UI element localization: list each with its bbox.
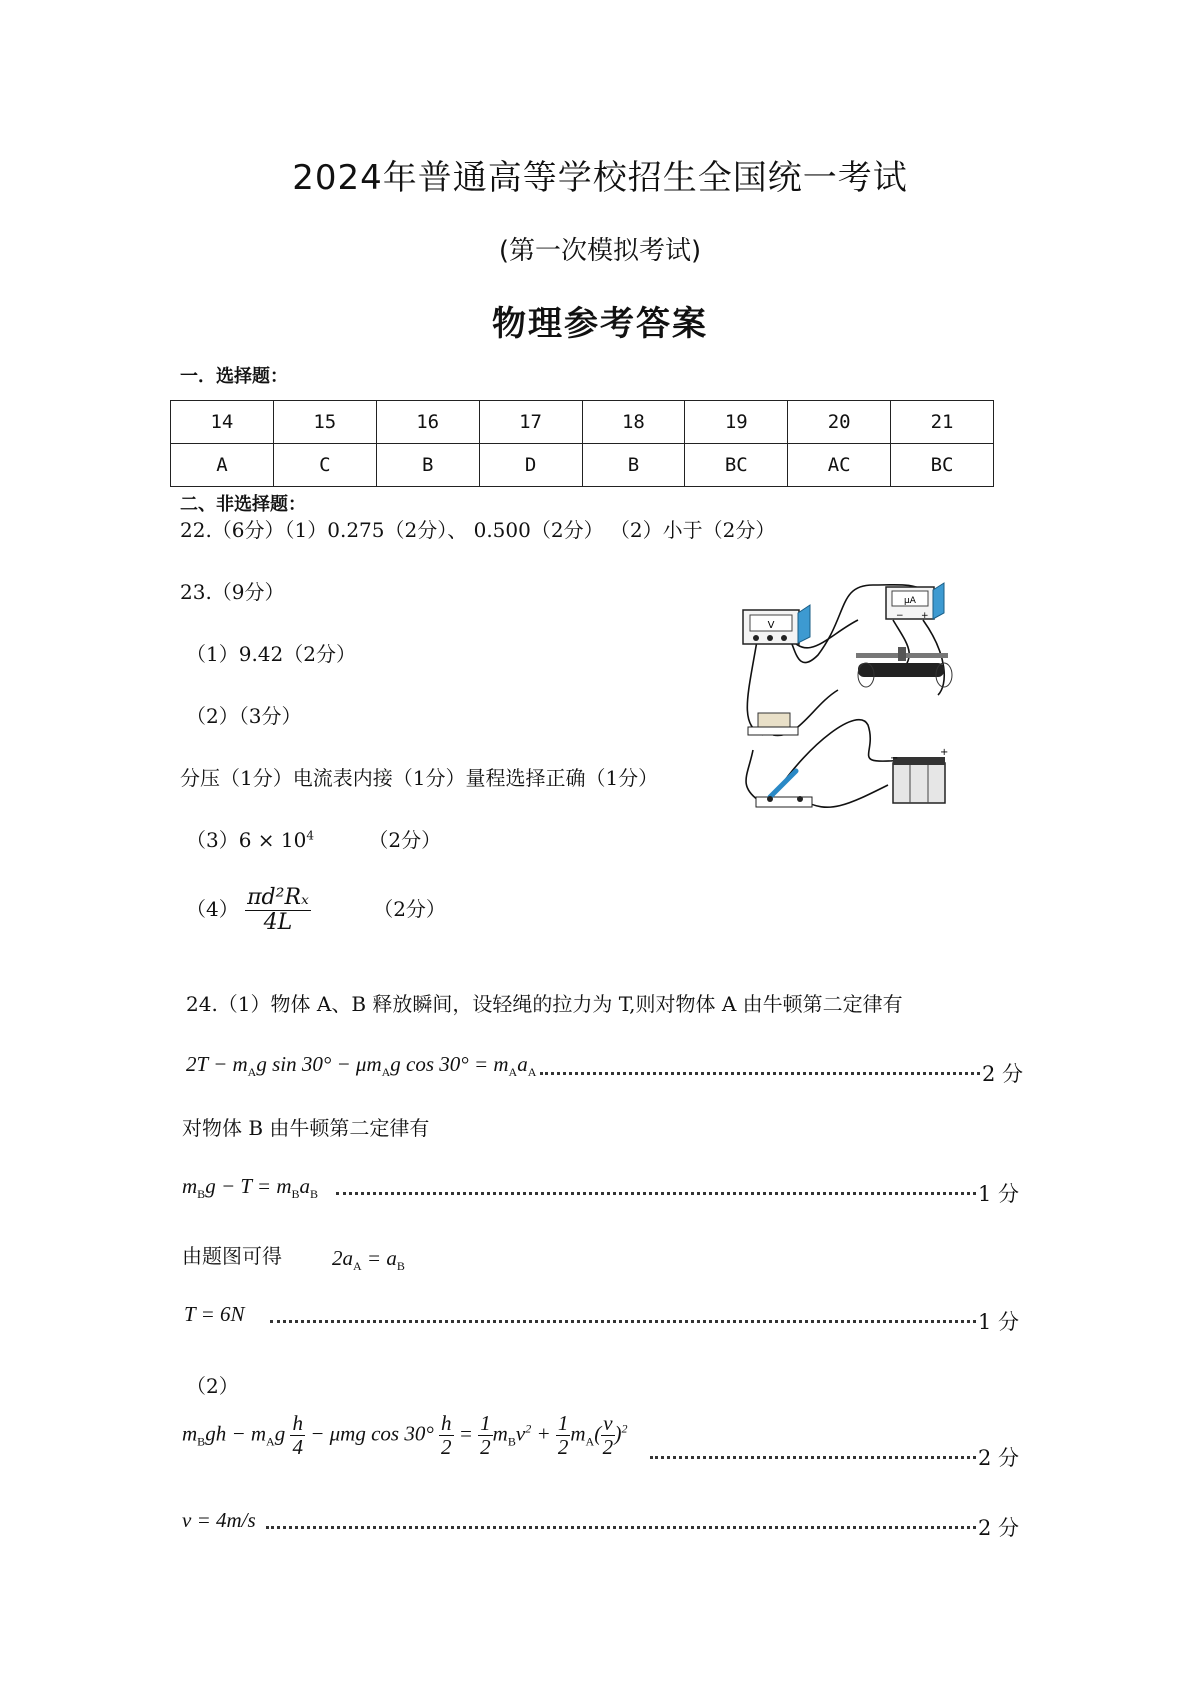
q23-part4-fraction bbox=[245, 886, 311, 935]
document-title: 物理参考答案 bbox=[492, 304, 708, 344]
q24-score-1: 2 分 bbox=[982, 1062, 1024, 1086]
q23-part2: （2）（3分） bbox=[186, 704, 302, 728]
q24-equation-1: $2T - m_Ag$ $\sin 30^\circ - \mu m_Ag$ $\cos 30^\circ = m_Aa_A$ bbox=[186, 1052, 537, 1080]
q22-answer: 22.（6分）（1）0.275（2分）、 0.500（2分） （2）小于（2分） bbox=[180, 518, 776, 542]
q24-equation-4: T = 6N bbox=[184, 1302, 245, 1326]
circuit-diagram bbox=[718, 575, 958, 815]
exam-subtitle: (第一次模拟考试) bbox=[498, 236, 702, 266]
circuit-wire bbox=[803, 785, 888, 807]
question-number: 14 bbox=[171, 401, 274, 444]
section-choice-label: 一．选择题： bbox=[180, 366, 288, 387]
leader-dots bbox=[650, 1456, 976, 1459]
question-number: 16 bbox=[376, 401, 479, 444]
q24-equation-5: $m_Bgh - m_Ag$ $\frac{h}{4}$ − μmg cos 30° $\frac{h}{2}$ = $\frac{1}{2}$ $m_Bv^2$ + $\frac{1}{2}$ $m_A$( $\frac{v}{2}$ )$^2$ bbox=[182, 1411, 628, 1460]
answer-cell: BC bbox=[891, 444, 994, 487]
voltmeter-icon bbox=[743, 605, 810, 644]
answer-cell: B bbox=[582, 444, 685, 487]
ammeter-plus-label: + bbox=[921, 611, 929, 621]
battery-minus-label: − bbox=[890, 753, 899, 764]
q23-part4 bbox=[186, 886, 446, 935]
q24-score-4: 1 分 bbox=[978, 1310, 1020, 1334]
answer-cell: D bbox=[479, 444, 582, 487]
fraction-numerator: πd²Rₓ bbox=[247, 885, 309, 910]
answer-cell: A bbox=[171, 444, 274, 487]
battery-icon bbox=[890, 747, 948, 803]
q24-score-5: 2 分 bbox=[978, 1446, 1020, 1470]
q23-part2-detail: 分压（1分）电流表内接（1分）量程选择正确（1分） bbox=[180, 766, 659, 790]
rheostat-icon bbox=[856, 647, 952, 687]
q23-part3-exponent: 4 bbox=[306, 828, 315, 843]
section-nonchoice-label: 二、非选择题： bbox=[180, 494, 306, 515]
q23-part4-label: （4） bbox=[186, 897, 239, 922]
answer-cell: B bbox=[376, 444, 479, 487]
q23-part1: （1）9.42（2分） bbox=[186, 642, 356, 666]
question-number: 17 bbox=[479, 401, 582, 444]
leader-dots bbox=[540, 1072, 980, 1075]
ammeter-label: μA bbox=[904, 596, 916, 606]
q24-equation-2: $m_Bg - T = m_Ba_B$ bbox=[182, 1174, 319, 1202]
q23-part4-score: （2分） bbox=[373, 897, 446, 922]
question-number: 15 bbox=[273, 401, 376, 444]
circuit-wire bbox=[746, 750, 758, 800]
question-number: 18 bbox=[582, 401, 685, 444]
answer-cell: AC bbox=[788, 444, 891, 487]
answer-row bbox=[171, 444, 994, 487]
q24-score-2: 1 分 bbox=[978, 1182, 1020, 1206]
ammeter-icon bbox=[886, 583, 944, 621]
q23-part3 bbox=[186, 824, 441, 853]
q24-intro: 24.（1）物体 A、B 释放瞬间，设轻绳的拉力为 T,则对物体 A 由牛顿第二定律有 bbox=[186, 992, 903, 1016]
q24-score-6: 2 分 bbox=[978, 1516, 1020, 1540]
q24-equation-3: $2a_A = a_B$ bbox=[332, 1246, 405, 1274]
question-number: 20 bbox=[788, 401, 891, 444]
leader-dots bbox=[336, 1192, 976, 1195]
switch-icon bbox=[756, 771, 812, 807]
q24-equation-6: v = 4m/s bbox=[182, 1508, 256, 1532]
q23-part3-value: （3）6 × 10 bbox=[186, 828, 307, 852]
battery-plus-label: + bbox=[940, 747, 949, 758]
resistor-icon bbox=[748, 713, 798, 735]
answer-cell: C bbox=[273, 444, 376, 487]
q23-part3-score: （2分） bbox=[368, 828, 442, 852]
fraction-denominator: 4L bbox=[263, 910, 293, 936]
q24-part2-label: （2） bbox=[186, 1374, 239, 1398]
answer-table bbox=[170, 400, 994, 487]
q24-text-c: 由题图可得 bbox=[182, 1244, 282, 1268]
ammeter-minus-label: − bbox=[896, 611, 904, 621]
question-number: 21 bbox=[891, 401, 994, 444]
question-number: 19 bbox=[685, 401, 788, 444]
leader-dots bbox=[266, 1526, 976, 1529]
q24-text-b: 对物体 B 由牛顿第二定律有 bbox=[182, 1116, 430, 1140]
answer-cell: BC bbox=[685, 444, 788, 487]
leader-dots bbox=[270, 1320, 976, 1323]
exam-title: 2024年普通高等学校招生全国统一考试 bbox=[292, 158, 908, 198]
q23-heading: 23.（9分） bbox=[180, 580, 285, 604]
voltmeter-label: V bbox=[767, 620, 775, 631]
question-number-row bbox=[171, 401, 994, 444]
